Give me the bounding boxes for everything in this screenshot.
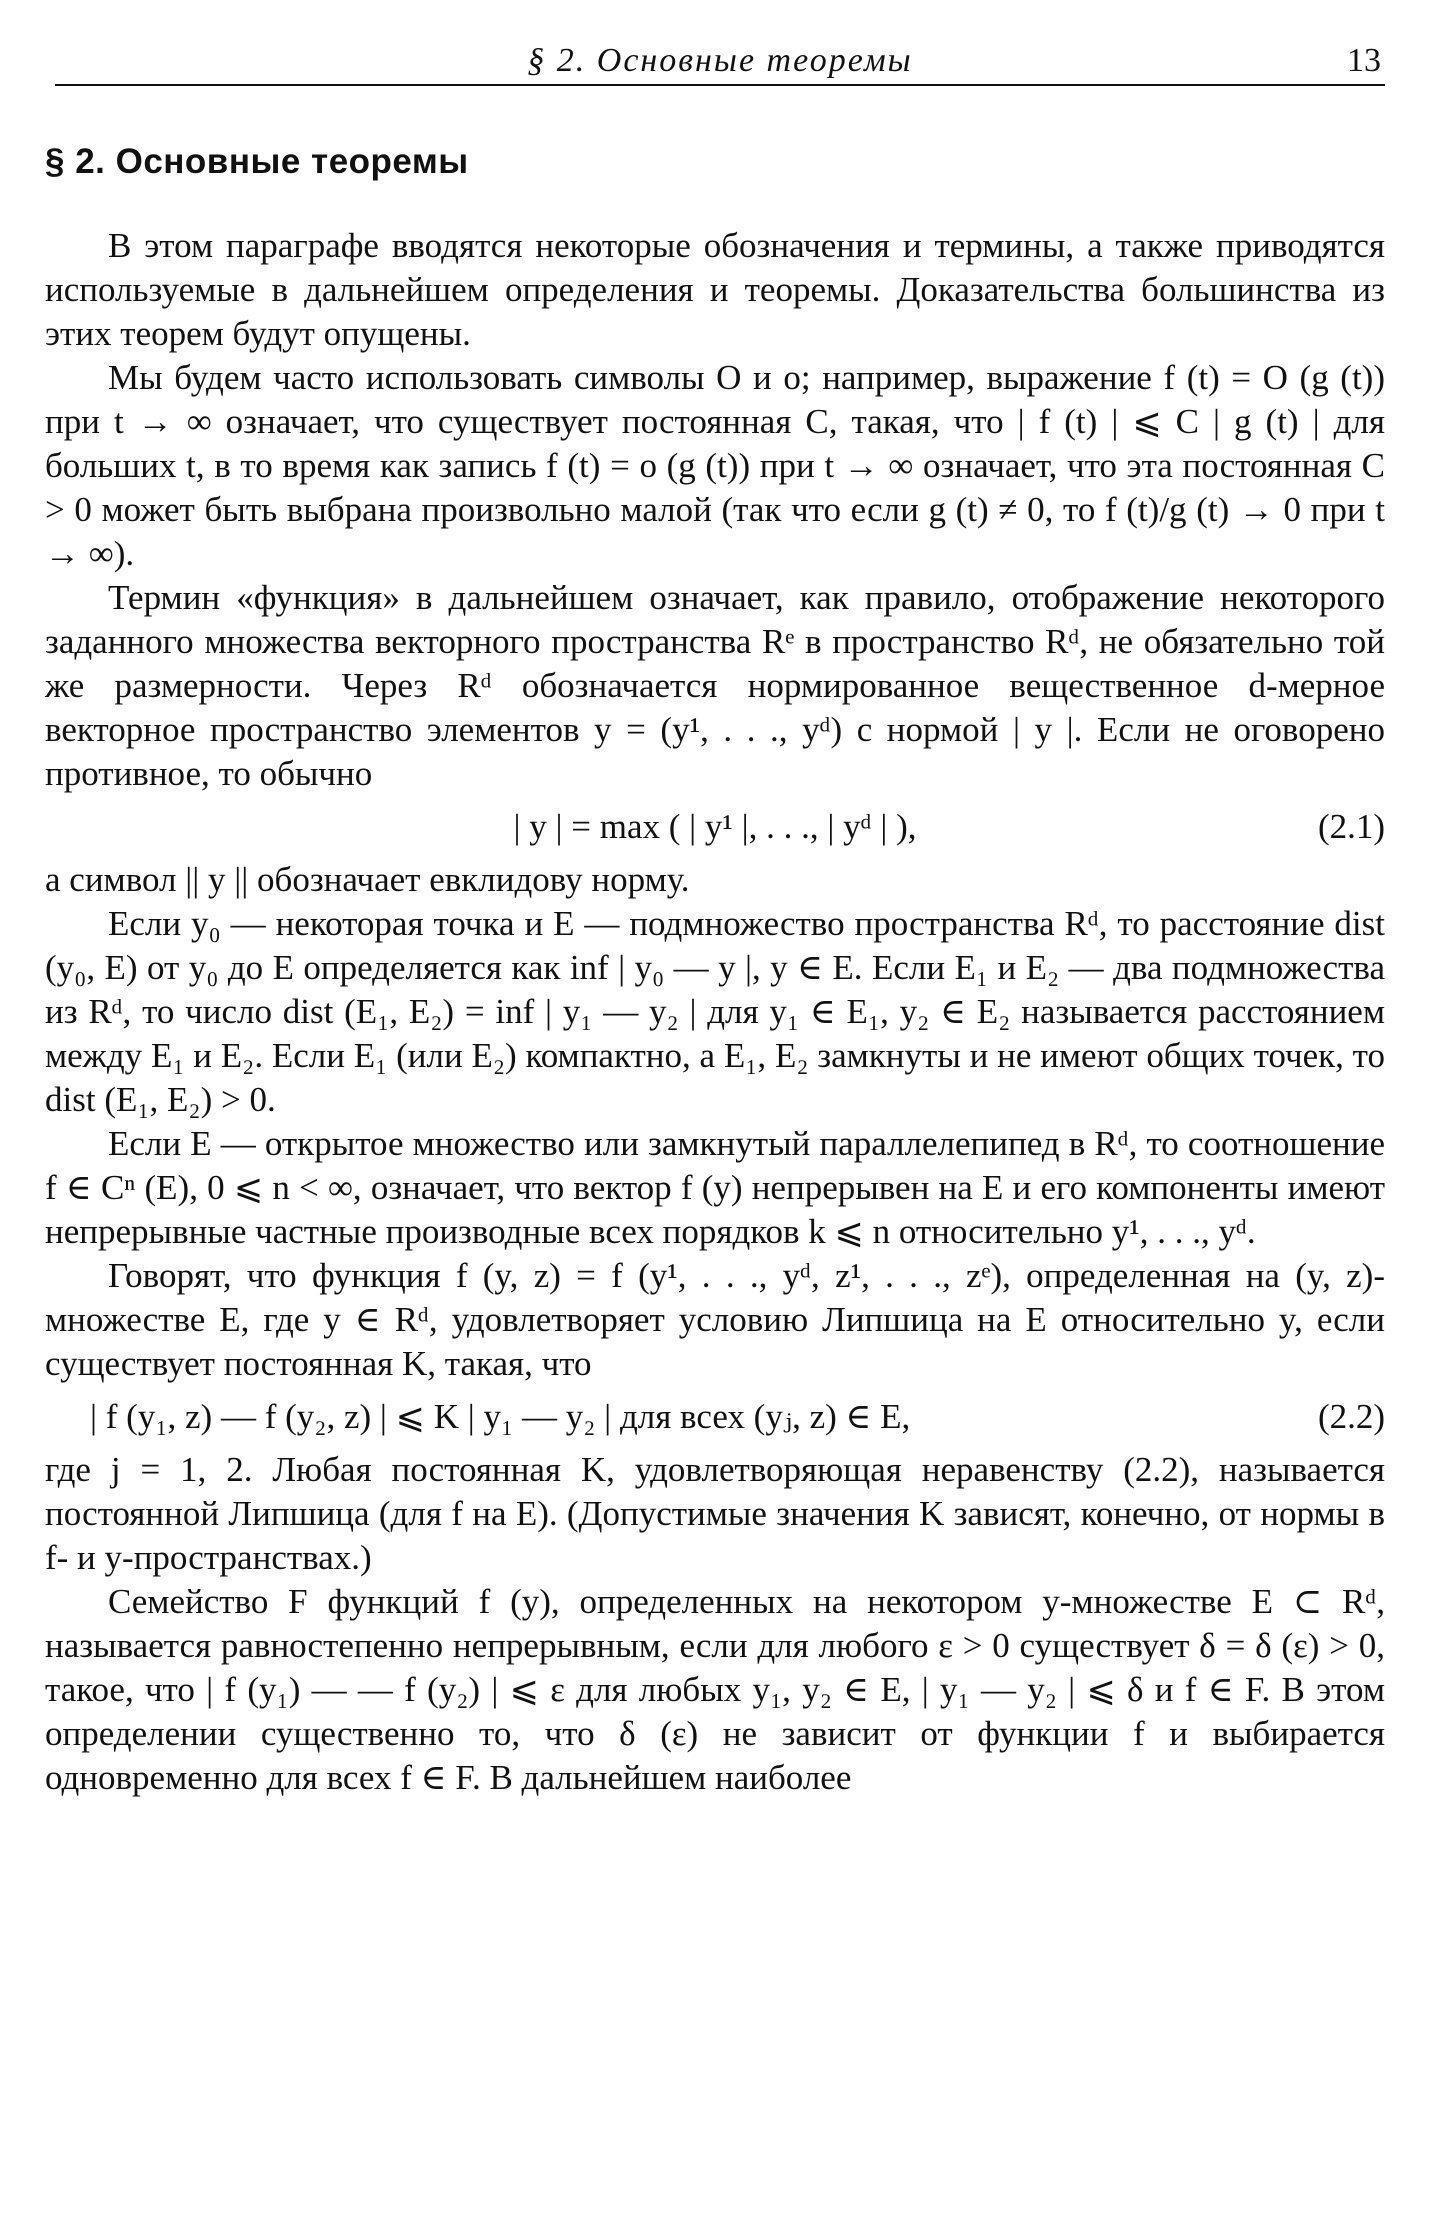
paragraph-smoothness: Если E — открытое множество или замкнутый параллелепипед в Rᵈ, то соотношение f ∈ Cⁿ (E), 0 ⩽ n < ∞, означает, что вектор f (y) непрерывен на E и его компоненты имеют непрерывные частные производные всех порядков k ⩽ n относительно y¹, . . ., yᵈ. (45, 1124, 1385, 1251)
paragraph-equicontinuity: Семейство F функций f (y), определенных на некотором y-множестве E ⊂ Rᵈ, называется равностепенно непрерывным, если для любого ε > 0 существует δ = δ (ε) > 0, такое, что | f (y₁) — — f (y₂) | ⩽ ε для любых y₁, y₂ ∈ E, | y₁ — y₂ | ⩽ δ и f ∈ F. В этом определении существенно то, что δ (ε) не зависит от функции f и выбирается одновременно для всех f ∈ F. В дальнейшем наиболее (45, 1582, 1385, 1797)
page-number: 13 (1347, 42, 1381, 79)
paragraph-intro: В этом параграфе вводятся некоторые обозначения и термины, а также приводятся используемые в дальнейшем определения и теоремы. Доказательства большинства из этих теорем будут опущены. (45, 226, 1385, 353)
equation-number: (2.1) (1317, 807, 1385, 846)
equation-2-1 (45, 796, 1385, 858)
paragraph-o-symbols: Мы будем часто использовать символы O и o; например, выражение f (t) = O (g (t)) при t → ∞ означает, что существует постоянная C, такая, что | f (t) | ⩽ C | g (t) | для больших t, в то время как запись f (t) = o (g (t)) при t → ∞ означает, что эта постоянная C > 0 может быть выбрана произвольно малой (так что если g (t) ≠ 0, то f (t)/g (t) → 0 при t → ∞). (45, 358, 1385, 573)
equation-2-2 (45, 1386, 1385, 1448)
running-title: § 2. Основные теоремы (527, 42, 913, 79)
equation-formula: | y | = max ( | y¹ |, . . ., | yᵈ | ), (513, 807, 917, 846)
page-body (45, 142, 1385, 1800)
equation-formula: | f (y₁, z) — f (y₂, z) | ⩽ K | y₁ — y₂ | для всех (yⱼ, z) ∈ E, (90, 1397, 911, 1436)
paragraph-function-term: Термин «функция» в дальнейшем означает, как правило, отображение некоторого заданного множества векторного пространства Rᵉ в пространство Rᵈ, не обязательно той же размерности. Через Rᵈ обозначается нормированное вещественное d-мерное векторное пространство элементов y = (y¹, . . ., yᵈ) с нормой | y |. Если не оговорено противное, то обычно (45, 578, 1385, 793)
paragraph-distance: Если y₀ — некоторая точка и E — подмножество пространства Rᵈ, то расстояние dist (y₀, E) от y₀ до E определяется как inf | y₀ — y |, y ∈ E. Если E₁ и E₂ — два подмножества из Rᵈ, то число dist (E₁, E₂) = inf | y₁ — y₂ | для y₁ ∈ E₁, y₂ ∈ E₂ называется расстоянием между E₁ и E₂. Если E₁ (или E₂) компактно, а E₁, E₂ замкнуты и не имеют общих точек, то dist (E₁, E₂) > 0. (45, 904, 1385, 1119)
paragraph-euclid-norm: а символ || y || обозначает евклидову норму. (45, 860, 690, 899)
running-header (55, 40, 1385, 86)
section-title: § 2. Основные теоремы (45, 142, 469, 181)
paragraph-lipschitz-constant: где j = 1, 2. Любая постоянная K, удовлетворяющая неравенству (2.2), называется постоянной Липшица (для f на E). (Допустимые значения K зависят, конечно, от нормы в f- и y-пространствах.) (45, 1450, 1385, 1577)
equation-number: (2.2) (1317, 1397, 1385, 1436)
paragraph-lipschitz: Говорят, что функция f (y, z) = f (y¹, . . ., yᵈ, z¹, . . ., zᵉ), определенная на (y, z)-множестве E, где y ∈ Rᵈ, удовлетворяет условию Липшица на E относительно y, если существует постоянная K, такая, что (45, 1256, 1385, 1383)
